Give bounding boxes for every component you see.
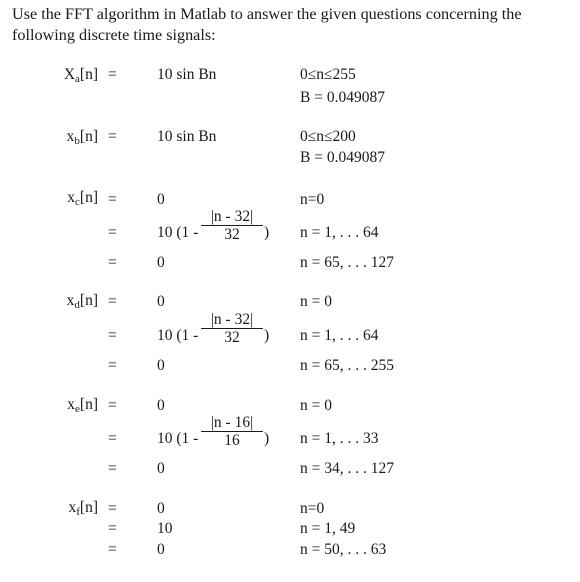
signal-a-cond-1: 0≤n≤255 [300,66,356,83]
signal-a-name: X [63,66,76,83]
signal-d-eq-2: = [108,327,117,344]
signal-e-eq-1: = [108,397,117,414]
signal-e-eq-3: = [108,460,117,477]
intro-paragraph: Use the FFT algorithm in Matlab to answer the given questions concerning the following discrete time signals: [12,5,522,44]
signal-b-cond-2: B = 0.049087 [300,149,385,166]
signal-e-fraction-numerator: |n - 16| [201,414,263,432]
signal-f-label [40,499,98,517]
signal-a-expr-1: 10 sin Bn [157,66,217,83]
signal-e-expr-2-prefix: 10 (1 - [157,430,199,447]
signal-d-label [40,292,98,310]
signal-a-cond-2: B = 0.049087 [300,89,385,106]
signal-e-label [40,396,98,414]
signal-d-expr-2-prefix: 10 (1 - [157,327,199,344]
signal-a-suffix: [n] [79,66,98,83]
signal-c-cond-3: n = 65, . . . 127 [300,254,394,271]
signal-b-expr-1: 10 sin Bn [157,128,217,145]
signal-f-name: x [68,499,77,516]
signal-c-fraction-numerator: |n - 32| [201,208,263,226]
signal-c-subscript: c [75,196,80,208]
signal-c-expr-2-suffix: ) [264,224,270,241]
signal-a-eq-1: = [108,66,117,83]
signal-f-expr-2: 10 [157,520,173,537]
signal-d-subscript: d [74,299,80,311]
signal-c-eq-3: = [108,254,117,271]
signal-b-cond-1: 0≤n≤200 [300,128,356,145]
signal-c-name: x [67,189,76,206]
signal-d-suffix: [n] [79,292,98,309]
signal-d-cond-3: n = 65, . . . 255 [300,357,394,374]
signal-d-cond-1: n = 0 [300,293,332,310]
signal-d-fraction-denominator: 32 [224,329,240,346]
signal-b-eq-1: = [108,128,117,145]
signal-c-eq-1: = [108,191,117,208]
signal-a-subscript: a [75,73,80,85]
signal-f-eq-2: = [108,520,117,537]
signal-c-expr-2-prefix: 10 (1 - [157,224,199,241]
signal-d-cond-2: n = 1, . . . 64 [300,327,379,344]
signal-f-eq-3: = [108,541,117,558]
signal-e-cond-2: n = 1, . . . 33 [300,430,379,447]
signal-d-expr-2-suffix: ) [264,327,270,344]
signal-f-expr-1: 0 [157,500,165,517]
signal-f-suffix: [n] [79,499,98,516]
signal-f-cond-1: n=0 [300,500,325,517]
signal-e-cond-1: n = 0 [300,397,332,414]
signal-d-expr-1: 0 [157,293,165,310]
signal-d-fraction-numerator: |n - 32| [201,311,263,329]
signal-e-expr-3: 0 [157,460,165,477]
signal-c-cond-2: n = 1, . . . 64 [300,224,379,241]
signal-f-expr-3: 0 [157,541,165,558]
signal-e-cond-3: n = 34, . . . 127 [300,460,394,477]
signal-f-subscript: f [76,506,80,518]
signal-c-label [40,189,98,207]
signal-e-fraction [201,414,263,449]
signal-d-name: x [66,292,75,309]
signal-a-label [40,66,98,84]
signal-e-name: x [67,396,76,413]
signal-f-cond-2: n = 1, 49 [300,520,356,537]
signal-e-expr-2-suffix: ) [264,430,270,447]
signal-c-expr-1: 0 [157,191,165,208]
signal-c-fraction [201,208,263,243]
signal-c-fraction-denominator: 32 [224,226,240,243]
signal-b-label [40,128,98,146]
signal-e-expr-1: 0 [157,397,165,414]
signal-d-eq-1: = [108,293,117,310]
signal-e-subscript: e [75,403,80,415]
signal-d-eq-3: = [108,357,117,374]
signal-c-eq-2: = [108,224,117,241]
signal-f-eq-1: = [108,500,117,517]
signal-e-suffix: [n] [79,396,98,413]
signal-e-fraction-denominator: 16 [224,432,240,449]
signal-b-suffix: [n] [79,128,98,145]
signal-c-cond-1: n=0 [300,191,325,208]
signal-d-fraction [201,311,263,346]
signal-b-subscript: b [74,135,80,147]
signal-e-eq-2: = [108,430,117,447]
signal-c-suffix: [n] [79,189,98,206]
signal-d-expr-3: 0 [157,357,165,374]
signal-f-cond-3: n = 50, . . . 63 [300,541,387,558]
signal-c-expr-3: 0 [157,254,165,271]
signal-b-name: x [66,128,75,145]
